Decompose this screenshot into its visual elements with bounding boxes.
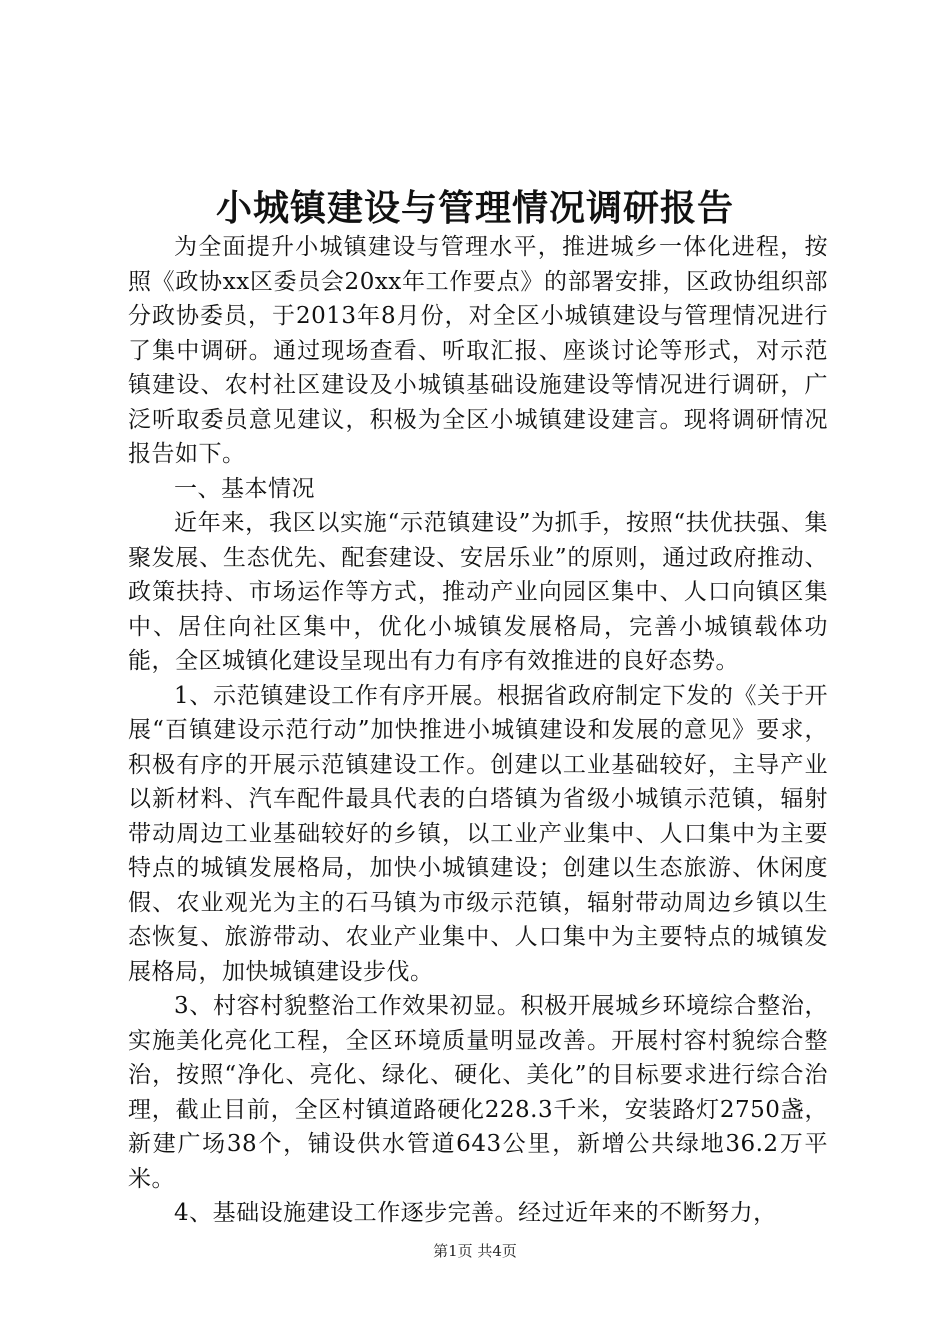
paragraph-item-1: 1、示范镇建设工作有序开展。根据省政府制定下发的《关于开展“百镇建设示范行动”加快推进小城镇建设和发展的意见》要求，积极有序的开展示范镇建设工作。创建以工业基础较好，主导产业以新材料、汽车配件最具代表的白塔镇为省级小城镇示范镇，辐射带动周边工业基础较好的乡镇，以工业产业集中、人口集中为主要特点的城镇发展格局，加快小城镇建设；创建以生态旅游、休闲度假、农业观光为主的石马镇为市级示范镇，辐射带动周边乡镇以生态恢复、旅游带动、农业产业集中、人口集中为主要特点的城镇发展格局，加快城镇建设步伐。 bbox=[128, 682, 828, 985]
page-footer: 第1页 共4页 bbox=[433, 1242, 517, 1260]
paragraph-intro: 为全面提升小城镇建设与管理水平，推进城乡一体化进程，按照《政协xx区委员会20xx年工作要点》的部署安排，区政协组织部分政协委员，于2013年8月份，对全区小城镇建设与管理情况进行了集中调研。通过现场查看、听取汇报、座谈讨论等形式，对示范镇建设、农村社区建设及小城镇基础设施建设等情况进行调研，广泛听取委员意见建议，积极为全区小城镇建设建言。现将调研情况报告如下。 bbox=[128, 234, 828, 467]
document-body bbox=[128, 230, 828, 1231]
document-title: 小城镇建设与管理情况调研报告 bbox=[215, 187, 734, 229]
paragraph-overview: 近年来，我区以实施“示范镇建设”为抓手，按照“扶优扶强、集聚发展、生态优先、配套建设、安居乐业”的原则，通过政府推动、政策扶持、市场运作等方式，推动产业向园区集中、人口向镇区集中、居住向社区集中，优化小城镇发展格局，完善小城镇载体功能，全区城镇化建设呈现出有力有序有效推进的良好态势。 bbox=[128, 510, 828, 674]
paragraph-item-3: 3、村容村貌整治工作效果初显。积极开展城乡环境综合整治，实施美化亮化工程，全区环境质量明显改善。开展村容村貌综合整治，按照“净化、亮化、绿化、硬化、美化”的目标要求进行综合治理，截止目前，全区村镇道路硬化228.3千米，安装路灯2750盏，新建广场38个，铺设供水管道643公里，新增公共绿地36.2万平米。 bbox=[128, 993, 828, 1192]
paragraph-item-4: 4、基础设施建设工作逐步完善。经过近年来的不断努力， bbox=[174, 1200, 777, 1226]
section-heading-basic-situation: 一、基本情况 bbox=[174, 475, 315, 502]
